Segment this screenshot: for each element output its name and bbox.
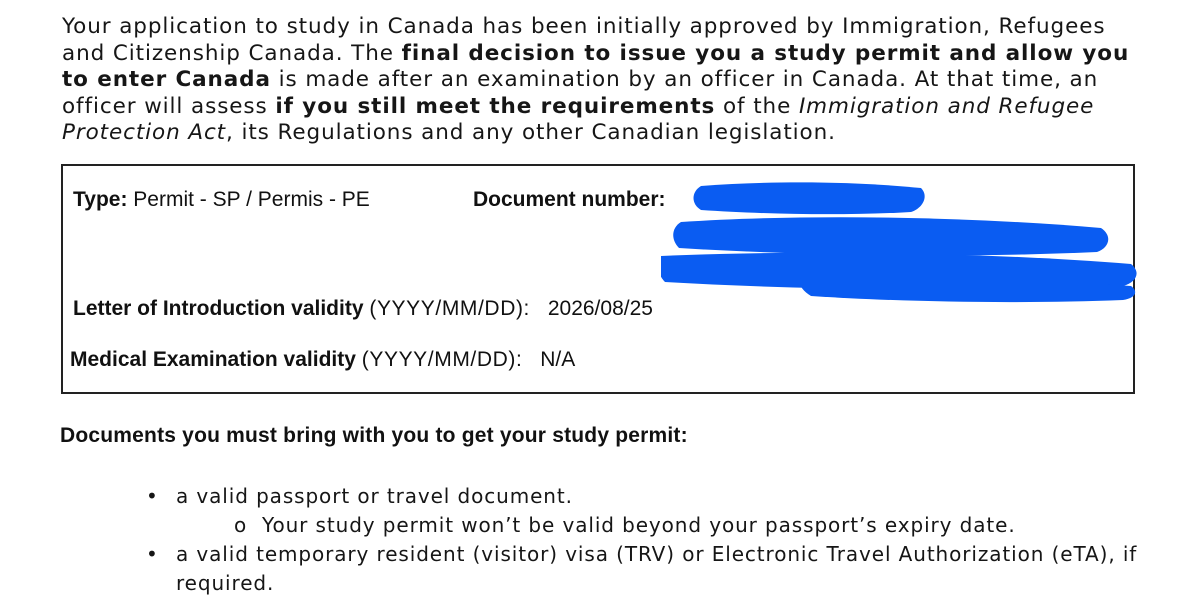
sub-bullet-icon: o — [234, 513, 248, 537]
intro-text-4: , its Regulations and any other Canadian legislation. — [226, 120, 836, 145]
loi-validity-label: Letter of Introduction validity — [73, 297, 364, 320]
intro-text-3: of the — [715, 93, 799, 119]
list-item-text: a valid temporary resident (visitor) visa (TRV) or Electronic Travel Authorization (eTA), if required. — [176, 542, 1138, 595]
bullet-icon: • — [146, 542, 159, 566]
document-number-label: Document number: — [473, 188, 666, 211]
medical-validity-value: N/A — [540, 348, 576, 371]
intro-act-name: Immigration and Refugee Protection Act — [62, 93, 1095, 145]
permit-details-box — [61, 164, 1135, 394]
list-item — [140, 540, 1160, 598]
list-item — [140, 482, 1160, 511]
type-value: Permit - SP / Permis - PE — [133, 188, 370, 211]
sub-list-item — [140, 511, 1160, 540]
loi-validity-row — [73, 297, 653, 321]
sub-list-item-text: Your study permit won’t be valid beyond your passport’s expiry date. — [262, 513, 1016, 537]
loi-validity-value: 2026/08/25 — [547, 297, 653, 320]
redaction-scribble — [661, 178, 1141, 306]
type-row — [73, 188, 370, 212]
intro-bold-requirements: if you still meet the requirements — [275, 93, 716, 119]
medical-validity-label: Medical Examination validity — [70, 348, 356, 371]
documents-list — [140, 482, 1160, 598]
loi-date-format: (YYYY/MM/DD): — [369, 297, 530, 320]
medical-date-format: (YYYY/MM/DD): — [361, 348, 523, 371]
medical-validity-row — [70, 348, 575, 372]
intro-bold-final-decision: final decision to issue you a study permit and allow you to enter Canada — [62, 40, 1130, 92]
intro-text-2: is made after an examination by an officer in Canada. At that time, an officer will assess — [62, 67, 1099, 119]
type-label: Type: — [73, 188, 128, 211]
bullet-icon: • — [146, 484, 159, 508]
documents-heading: Documents you must bring with you to get your study permit: — [60, 424, 688, 447]
list-item-text: a valid passport or travel document. — [176, 484, 573, 508]
document-number-row — [473, 188, 666, 212]
intro-paragraph — [62, 14, 1142, 147]
intro-text-1: Your application to study in Canada has been initially approved by Immigration, Refugees and Citizenship Canada. The — [62, 14, 1106, 66]
